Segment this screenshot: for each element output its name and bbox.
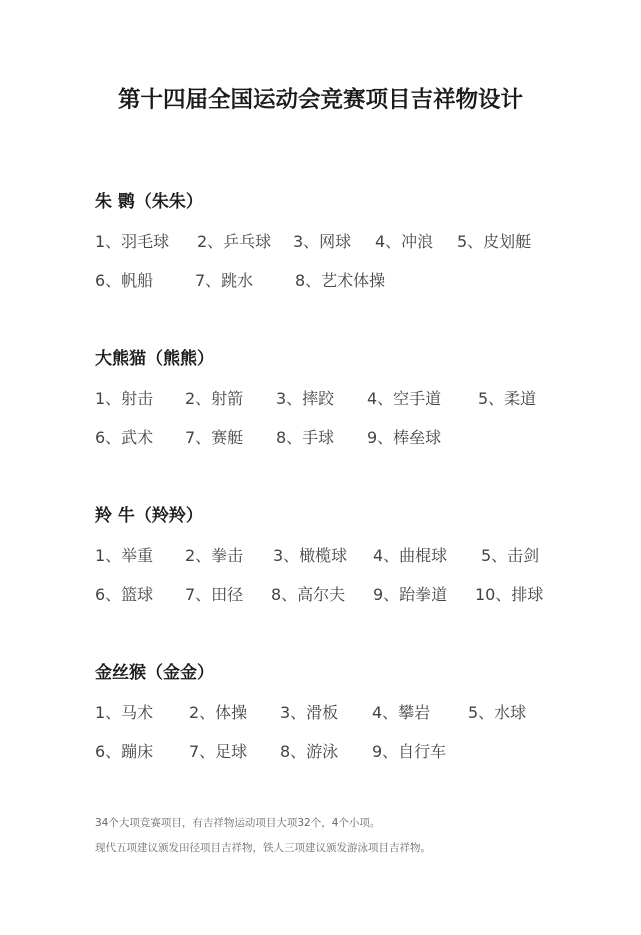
sport-item: 2、乒乓球 xyxy=(197,232,272,251)
sport-item: 3、滑板 xyxy=(280,703,339,722)
sport-item: 7、跳水 xyxy=(195,271,254,290)
sport-item: 4、曲棍球 xyxy=(373,546,448,565)
sport-item: 9、跆拳道 xyxy=(373,585,448,604)
sport-item: 5、击剑 xyxy=(481,546,540,565)
sport-item: 5、皮划艇 xyxy=(457,232,532,251)
sport-item: 6、武术 xyxy=(95,428,154,447)
sport-item: 5、水球 xyxy=(468,703,527,722)
sport-item: 3、橄榄球 xyxy=(273,546,348,565)
section-heading-golden-monkey: 金丝猴（金金） xyxy=(95,663,214,683)
sport-item: 2、体操 xyxy=(189,703,248,722)
sport-item: 7、赛艇 xyxy=(185,428,244,447)
sport-item: 3、摔跤 xyxy=(276,389,335,408)
sport-item: 9、棒垒球 xyxy=(367,428,442,447)
sport-item: 1、射击 xyxy=(95,389,154,408)
section-heading-zhuhuan: 朱 鹮（朱朱） xyxy=(95,192,203,212)
sport-item: 2、拳击 xyxy=(185,546,244,565)
sport-item: 1、马术 xyxy=(95,703,154,722)
sport-item: 10、排球 xyxy=(475,585,544,604)
sport-item: 8、手球 xyxy=(276,428,335,447)
sport-item: 8、游泳 xyxy=(280,742,339,761)
sport-item: 6、蹦床 xyxy=(95,742,154,761)
section-heading-takin: 羚 牛（羚羚） xyxy=(95,506,203,526)
sport-item: 7、足球 xyxy=(189,742,248,761)
sport-item: 2、射箭 xyxy=(185,389,244,408)
sport-item: 7、田径 xyxy=(185,585,244,604)
section-heading-panda: 大熊猫（熊熊） xyxy=(95,349,214,369)
sport-item: 9、自行车 xyxy=(372,742,447,761)
sport-item: 4、空手道 xyxy=(367,389,442,408)
sport-item: 8、艺术体操 xyxy=(295,271,386,290)
sport-item: 3、网球 xyxy=(293,232,352,251)
sport-item: 1、羽毛球 xyxy=(95,232,170,251)
sport-item: 6、帆船 xyxy=(95,271,154,290)
footnote: 现代五项建议颁发田径项目吉祥物，铁人三项建议颁发游泳项目吉祥物。 xyxy=(95,842,431,854)
sport-item: 1、举重 xyxy=(95,546,154,565)
sport-item: 8、高尔夫 xyxy=(271,585,346,604)
page-title: 第十四届全国运动会竞赛项目吉祥物设计 xyxy=(117,87,523,113)
sport-item: 4、攀岩 xyxy=(372,703,431,722)
sport-item: 6、篮球 xyxy=(95,585,154,604)
footnote: 34个大项竞赛项目，有吉祥物运动项目大项32个，4个小项。 xyxy=(95,817,381,829)
sport-item: 4、冲浪 xyxy=(375,232,434,251)
sport-item: 5、柔道 xyxy=(478,389,537,408)
